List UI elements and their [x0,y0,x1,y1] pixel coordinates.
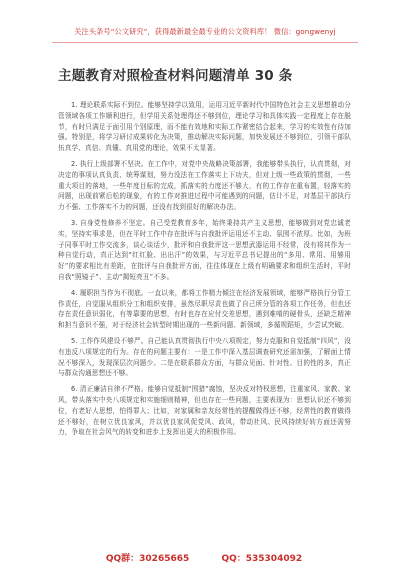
document-body [58,100,351,443]
footer-qq: QQ：535304092 [221,554,303,564]
header-banner [52,22,358,43]
paragraph-6: 6. 清正廉洁自律不严格。能够自觉抵制“围猎”腐蚀，坚决反对特权思想，注重家风、家教、家风，带头落实中央八项规定和实施细则精神，但也存在一些问题，主要表现为：思想认识还不够到位，有老好人思想，怕得罪人；比如，对家属和亲友经常性的提醒做得还不够，经常性的教育做得还不够好，在树立优良家风，并以优良家风促党风、政风，带动社风、民风持续好转方面还需努力，争取在社会风气的转变和进步上发挥出更大的积极作用。 [58,385,351,437]
footer-contact [0,546,408,565]
paragraph-5: 5. 工作作风建设不够严。自己能认真贯彻执行中央八项规定，努力克服和自觉抵制“四风”，没有违反八项规定的行为。存在的问题主要有：一是工作中深入基层调查研究还需加强，了解面上情况不够深入，发现深层次问题少。二是在联系群众方面，与群众见面、针对性、目的性的多，真正与群众沟通思想还不够。 [58,336,351,378]
paragraph-4: 4. 履职担当作为不彻底。一直以来，都将工作精力倾注在经济发展领域，能够严格执行分管工作责任，自觉服从组织分工和组织安排，虽然尽职尽责也做了自己所分管的各项工作任务，但也还存在责任意识弱化，有等靠要的思想，有时也存在应付交差思想，遇到难啃的硬骨头，还缺乏精神和担当意识不强，对于经济社会转型时期出现的一些新问题、新领域，多循规蹈矩，少尝试突破。 [58,288,351,330]
footer-qq-group: QQ群：30265665 [105,554,190,564]
banner-text: 关注头条号“公文研究”，获得最新最全最专业的公文资料库！ 微信：gongwenyj [74,27,336,36]
paragraph-2: 2. 执行上级部署不坚决。在工作中，对党中央战略决策部署，我能够带头执行，认真贯彻，对决定的事项认真负责、统筹谋划，努力没法在工作落实上下功夫，但对上级一些政策的贯彻，一些重大项目的落地，一些年度目标的完成，抓落实的力度还不够大，有的工作存在重布置，轻落实的问题，出现前紧后松的现象，有的工作对推进过程中可能遇到的问题，估计不足，对基层干部执行力不强、工作落实不力的问题，还没有找到很好的解决办法。 [58,159,351,212]
paragraph-1: 1. 理论联系实际不到位。能够坚持学以致用，运用习近平新时代中国特色社会主义思想推动分管领域各项工作顺利进行，但学用关系处理得还不够到位，理论学习和具体实践一定程度上存在脱节，有时只满足于面引用个别原理，而不能有效地和实际工作紧密结合起来，学习的实效性有待加强。特别是，将学习研讨成果转化为决策，推动解决实际问题，加快发展还不够到位，引领干部队伍真学、真信、真懂、真用党的理论，效果不太显著。 [58,101,351,153]
paragraph-3: 3. 自身党性修养不坚定。自己受党教育多年，始终秉持共产主义思想，能够做到对党忠诚老实，坚持实事求是，但在平时工作中存在批评与自我批评运用还不主动、氛围不浓厚。比如，为班子同事平时工作交流多，谈心谈话少，批评和自我批评这一思想武器运用不经常，没有将其作为一种自觉行动，真正达到“红红脸、出出汗”的效果，与习近平总书记提出的“多用、常用、用够用好”的要求相比有差距，在批评与自我批评方面，往往体现在上级有明确要求和组织生活时，平时自我“照镜子”、主动“揭短亮丑”不多。 [58,218,351,281]
document-title: 主题教育对照检查材料问题清单 30 条 [58,68,293,84]
